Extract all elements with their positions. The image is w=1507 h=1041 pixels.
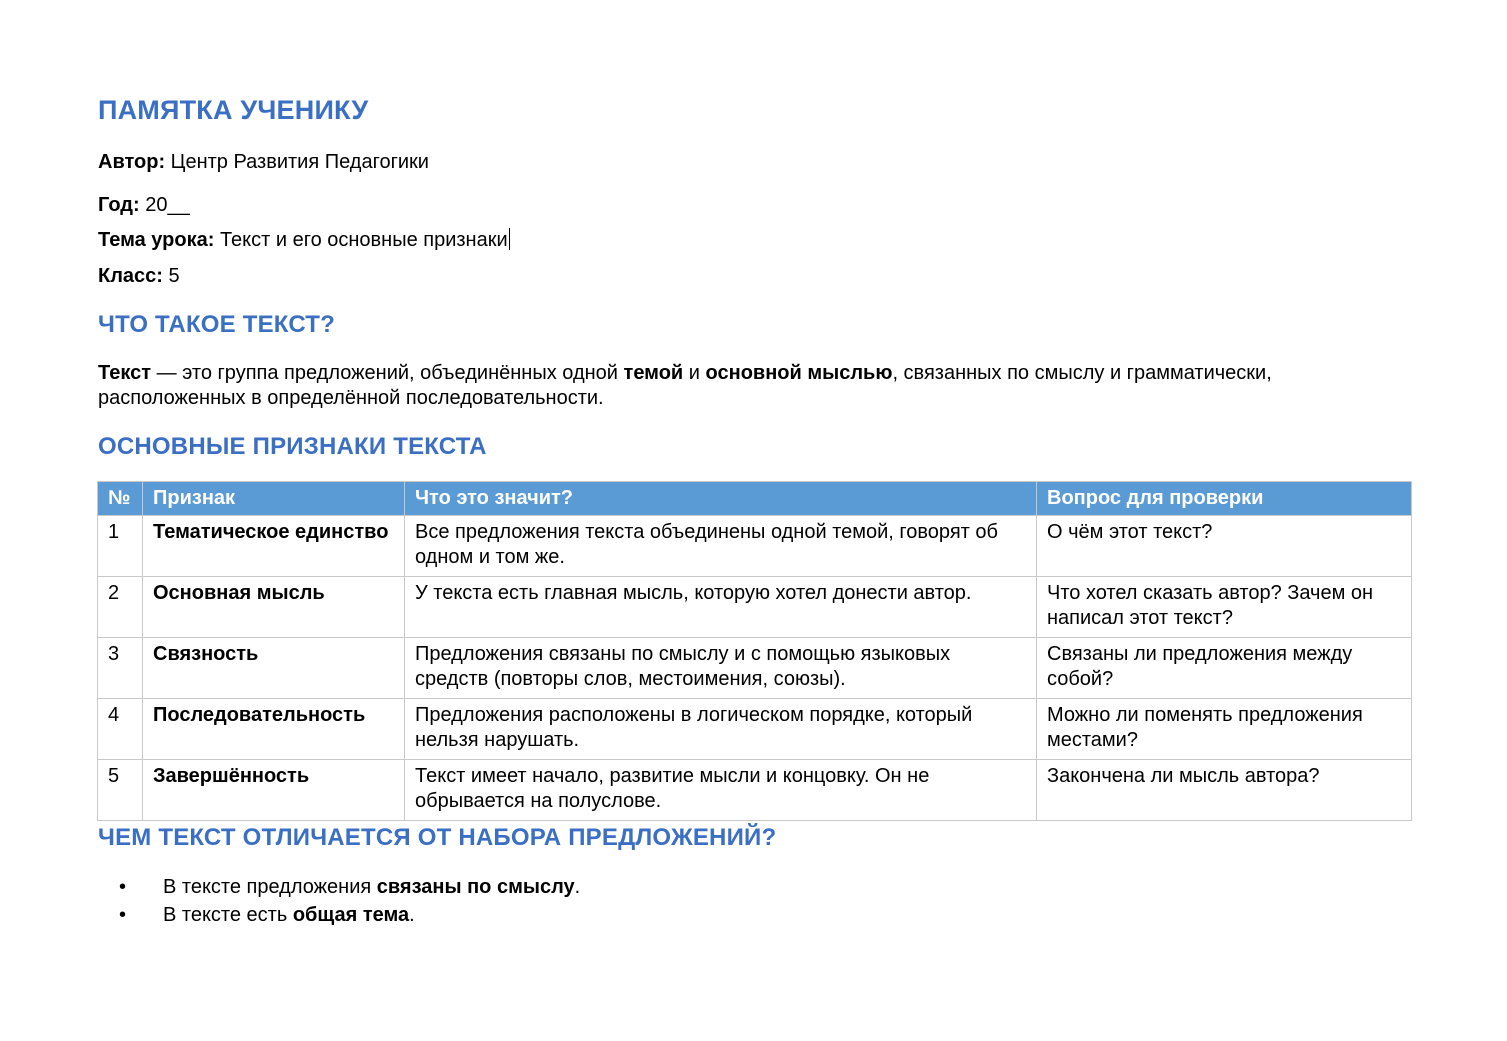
signs-table xyxy=(97,481,1412,821)
bullet-text-post: . xyxy=(409,904,415,926)
column-header-feature: Признак xyxy=(143,482,405,516)
column-header-question: Вопрос для проверки xyxy=(1037,482,1412,516)
table-row xyxy=(98,516,1412,577)
row-question: Можно ли поменять предложения местами? xyxy=(1037,699,1412,760)
row-feature: Тематическое единство xyxy=(143,516,405,577)
row-num: 5 xyxy=(98,760,143,821)
column-header-num: № xyxy=(98,482,143,516)
meta-topic[interactable] xyxy=(98,228,510,252)
document-title: ПАМЯТКА УЧЕНИКУ xyxy=(98,95,369,125)
grade-value: 5 xyxy=(168,265,180,287)
meta-grade xyxy=(98,264,180,288)
author-value: Центр Развития Педагогики xyxy=(170,151,429,173)
row-feature: Последовательность xyxy=(143,699,405,760)
definition-bold-theme: темой xyxy=(623,362,684,384)
year-label: Год: xyxy=(98,194,140,216)
meta-year xyxy=(98,193,190,217)
row-meaning: Все предложения текста объединены одной темой, говорят об одном и том же. xyxy=(405,516,1037,577)
row-meaning: Предложения расположены в логическом порядке, который нельзя нарушать. xyxy=(405,699,1037,760)
definition-part-1: — это группа предложений, объединённых одной xyxy=(151,362,624,384)
author-label: Автор: xyxy=(98,151,166,173)
section-heading-main-signs: ОСНОВНЫЕ ПРИЗНАКИ ТЕКСТА xyxy=(98,433,487,460)
row-num: 4 xyxy=(98,699,143,760)
bullet-text-pre: В тексте есть xyxy=(163,904,293,926)
list-item xyxy=(98,901,580,929)
bullet-text-bold: общая тема xyxy=(292,904,410,926)
table-row xyxy=(98,638,1412,699)
table-row xyxy=(98,699,1412,760)
definition-paragraph xyxy=(98,361,1398,411)
row-question: О чём этот текст? xyxy=(1037,516,1412,577)
row-num: 2 xyxy=(98,577,143,638)
row-meaning: У текста есть главная мысль, которую хотел донести автор. xyxy=(405,577,1037,638)
year-value: 20__ xyxy=(145,194,190,216)
bullet-icon: • xyxy=(119,904,127,926)
section-heading-text-vs-sentences: ЧЕМ ТЕКСТ ОТЛИЧАЕТСЯ ОТ НАБОРА ПРЕДЛОЖЕНИЙ? xyxy=(98,824,777,851)
column-header-meaning: Что это значит? xyxy=(405,482,1037,516)
topic-label: Тема урока: xyxy=(98,229,215,251)
bullet-text-bold: связаны по смыслу xyxy=(376,876,575,898)
text-cursor xyxy=(509,228,510,250)
table-header-row xyxy=(98,482,1412,516)
row-question: Связаны ли предложения между собой? xyxy=(1037,638,1412,699)
definition-part-3: , связанных по смыслу и грамматически, расположенных в определённой последовательности. xyxy=(98,362,1272,409)
row-feature: Связность xyxy=(143,638,405,699)
row-num: 1 xyxy=(98,516,143,577)
meta-author xyxy=(98,150,429,174)
table-row xyxy=(98,760,1412,821)
table-row xyxy=(98,577,1412,638)
grade-label: Класс: xyxy=(98,265,163,287)
topic-value[interactable]: Текст и его основные признаки xyxy=(219,229,508,251)
list-item xyxy=(98,873,580,901)
bullet-text-pre: В тексте предложения xyxy=(163,876,377,898)
definition-bold-main-idea: основной мыслью xyxy=(705,362,893,384)
section-heading-what-is-text: ЧТО ТАКОЕ ТЕКСТ? xyxy=(98,311,335,338)
row-meaning: Предложения связаны по смыслу и с помощью языковых средств (повторы слов, местоимения, союзы). xyxy=(405,638,1037,699)
row-question: Закончена ли мысль автора? xyxy=(1037,760,1412,821)
row-feature: Основная мысль xyxy=(143,577,405,638)
difference-list xyxy=(98,873,580,929)
bullet-text-post: . xyxy=(574,876,581,898)
definition-part-2: и xyxy=(683,362,706,384)
row-feature: Завершённость xyxy=(143,760,405,821)
row-num: 3 xyxy=(98,638,143,699)
row-meaning: Текст имеет начало, развитие мысли и концовку. Он не обрывается на полуслове. xyxy=(405,760,1037,821)
row-question: Что хотел сказать автор? Зачем он написал этот текст? xyxy=(1037,577,1412,638)
term-text: Текст xyxy=(98,362,152,384)
bullet-icon: • xyxy=(119,876,127,898)
